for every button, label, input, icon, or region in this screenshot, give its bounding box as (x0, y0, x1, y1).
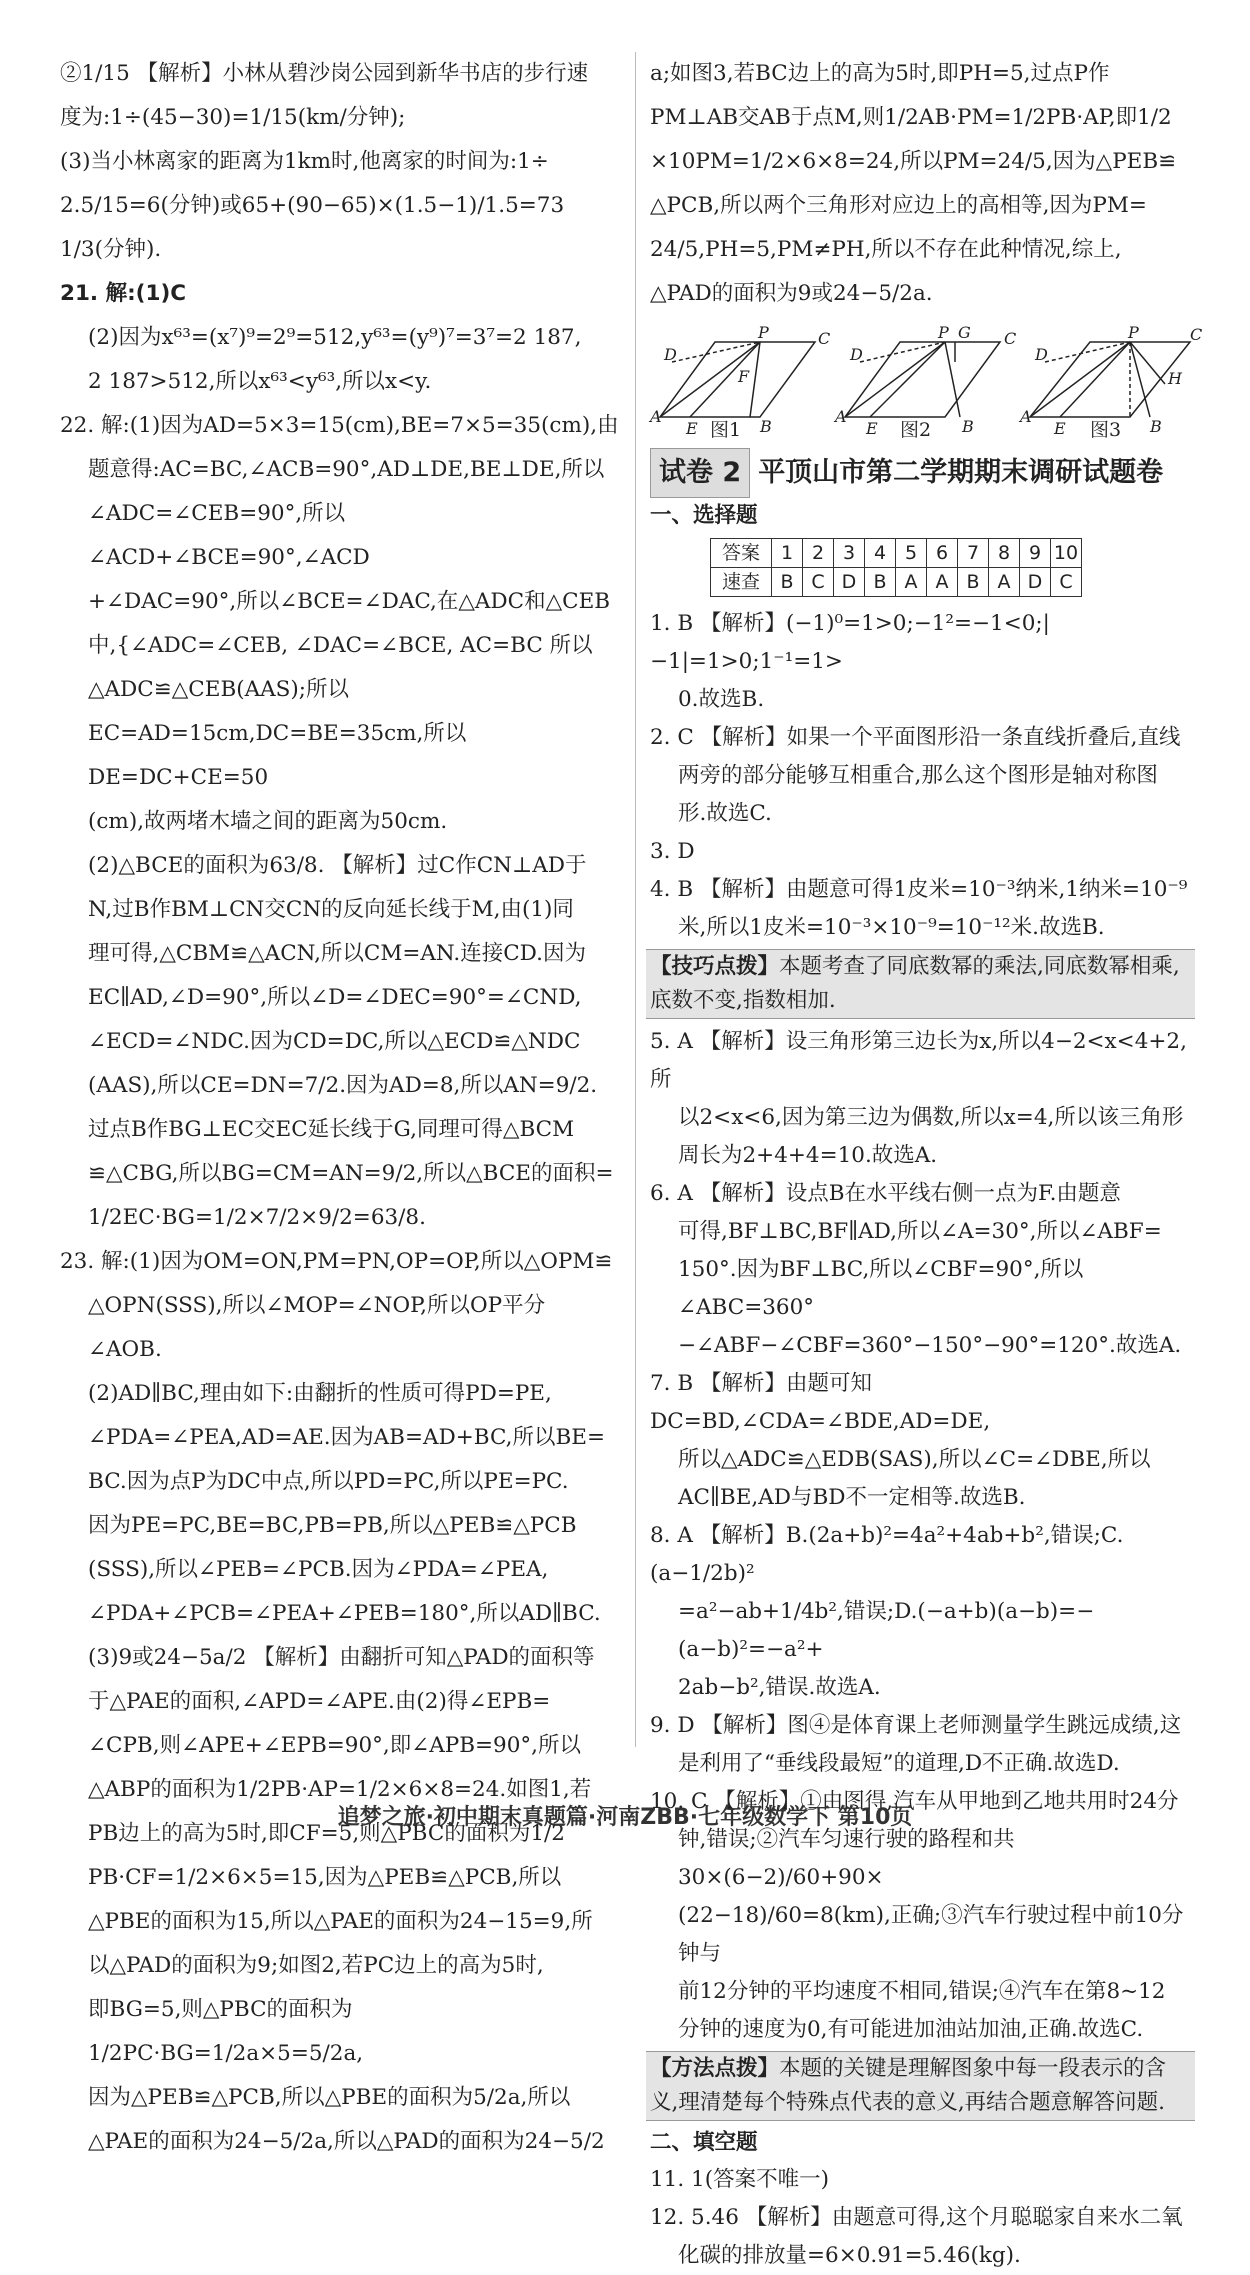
text-line: 1/2EC·BG=1/2×7/2×9/2=63/8. (88, 1205, 426, 1230)
text-line: PM⊥AB交AB于点M,则1/2AB·PM=1/2PB·AP,即1/2 (650, 105, 1172, 130)
text-line: 过点B作BG⊥EC交EC延长线于G,同理可得△BCM (88, 1117, 575, 1142)
text-line: 度为:1÷(45−30)=1/15(km/分钟); (60, 105, 406, 130)
column-divider (635, 52, 636, 1747)
text-line: 因为PE=PC,BE=BC,PB=PB,所以△PEB≌△PCB (88, 1513, 577, 1538)
answer-letter: A (896, 568, 927, 597)
text-line: PB·CF=1/2×6×5=15,因为△PEB≌△PCB,所以 (88, 1865, 562, 1890)
text-line: 分钟的速度为0,有可能进加油站加油,正确.故选C. (678, 2017, 1144, 2042)
text-line: EC=AD=15cm,DC=BE=35cm,所以DE=DC+CE=50 (88, 721, 467, 790)
answer-letter: C (803, 568, 834, 597)
text-line: (cm),故两堵木墙之间的距离为50cm. (88, 809, 448, 834)
text-line: 所以△ADC≌△EDB(SAS),所以∠C=∠DBE,所以 (678, 1447, 1151, 1472)
text-line: =a²−ab+1/4b²,错误;D.(−a+b)(a−b)=−(a−b)²=−a²+ (678, 1599, 1095, 1662)
figure-2 (845, 342, 1000, 417)
text-line: 2ab−b²,错误.故选A. (678, 1675, 881, 1700)
text-line: 2.5/15=6(分钟)或65+(90−65)×(1.5−1)/1.5=73 1/3(分钟). (60, 193, 565, 262)
svg-text:P: P (758, 323, 769, 342)
text-line: (22−18)/60=8(km),正确;③汽车行驶过程中前10分钟与 (678, 1903, 1184, 1966)
text-line: 以△PAD的面积为9;如图2,若PC边上的高为5时, (88, 1953, 544, 1978)
text-line: 钟,错误;②汽车匀速行驶的路程和共30×(6−2)/60+90× (678, 1827, 1015, 1890)
geometry-figures (650, 322, 1203, 442)
svg-text:G: G (958, 323, 971, 342)
answer-letter: C (1051, 568, 1082, 597)
svg-text:C: C (818, 329, 831, 348)
paper-title (650, 448, 1195, 498)
text-line: 8. A 【解析】B.(2a+b)²=4a²+4ab+b²,错误;C.(a−1/2b)² (650, 1523, 1124, 1586)
text-line: (2)△BCE的面积为63/8. 【解析】过C作CN⊥AD于 (88, 853, 587, 878)
answer-table-row-numbers (711, 539, 1082, 568)
svg-text:F: F (738, 367, 750, 386)
text-line: 150°.因为BF⊥BC,所以∠CBF=90°,所以∠ABC=360° (678, 1257, 1084, 1320)
answer-number: 8 (989, 539, 1020, 568)
text-line: PB边上的高为5时,即CF=5,则△PBC的面积为1/2 (88, 1821, 565, 1846)
text-line: 1. B 【解析】(−1)⁰=1>0;−1²=−1<0;|−1|=1>0;1⁻¹=1> (650, 611, 1050, 674)
answer-letter: D (834, 568, 865, 597)
svg-text:E: E (686, 419, 698, 438)
svg-text:P: P (938, 323, 949, 342)
solutions-block (650, 605, 1195, 2275)
text-line: 以2<x<6,因为第三边为偶数,所以x=4,所以该三角形 (678, 1105, 1184, 1130)
answer-number: 6 (927, 539, 958, 568)
text-line: (2)因为x⁶³=(x⁷)⁹=2⁹=512,y⁶³=(y⁹)⁷=3⁷=2 187, (88, 325, 582, 350)
text-line: a;如图3,若BC边上的高为5时,即PH=5,过点P作 (650, 61, 1110, 86)
text-line: ×10PM=1/2×6×8=24,所以PM=24/5,因为△PEB≌ (650, 149, 1177, 174)
svg-text:A: A (650, 407, 662, 426)
text-line: △PCB,所以两个三角形对应边上的高相等,因为PM= (650, 193, 1147, 218)
answer-number: 10 (1051, 539, 1082, 568)
answer-letter: A (989, 568, 1020, 597)
text-line: 前12分钟的平均速度不相同,错误;④汽车在第8~12 (678, 1979, 1166, 2004)
text-line: 3. D (650, 839, 695, 864)
svg-text:P: P (1128, 323, 1139, 342)
text-line: ∠AOB. (88, 1337, 162, 1362)
svg-text:B: B (1150, 417, 1162, 436)
answer-number: 4 (865, 539, 896, 568)
figure-1-caption: 图1 (710, 419, 742, 441)
svg-text:H: H (1168, 369, 1182, 388)
text-line: (2)AD∥BC,理由如下:由翻折的性质可得PD=PE, (88, 1381, 552, 1406)
text-line: 米,所以1皮米=10⁻³×10⁻⁹=10⁻¹²米.故选B. (678, 915, 1105, 940)
answer-table-head: 速查 (711, 568, 772, 597)
right-column (650, 52, 1203, 2275)
text-line: (SSS),所以∠PEB=∠PCB.因为∠PDA=∠PEA, (88, 1557, 549, 1582)
text-line: BC.因为点P为DC中点,所以PD=PC,所以PE=PC. (88, 1469, 569, 1494)
answer-number: 5 (896, 539, 927, 568)
answer-letter: A (927, 568, 958, 597)
answer-number: 9 (1020, 539, 1051, 568)
text-line: 题意得:AC=BC,∠ACB=90°,AD⊥DE,BE⊥DE,所以 (88, 457, 605, 482)
text-line: 形.故选C. (678, 801, 772, 826)
text-line: 6. A 【解析】设点B在水平线右侧一点为F.由题意 (650, 1181, 1121, 1206)
text-line: ≌△CBG,所以BG=CM=AN=9/2,所以△BCE的面积= (88, 1161, 614, 1186)
svg-text:B: B (962, 417, 974, 436)
text-line: △OPN(SSS),所以∠MOP=∠NOP,所以OP平分 (88, 1293, 546, 1318)
text-line: 理可得,△CBM≌△ACN,所以CM=AN.连接CD.因为 (88, 941, 586, 966)
text-line: 0.故选B. (678, 687, 765, 712)
text-line: −∠ABF−∠CBF=360°−150°−90°=120°.故选A. (678, 1333, 1182, 1358)
text-line: 10. C 【解析】①由图得,汽车从甲地到乙地共用时24分 (650, 1789, 1179, 1814)
text-line: ∠ADC=∠CEB=90°,所以∠ACD+∠BCE=90°,∠ACD (88, 501, 370, 570)
text-line: 4. B 【解析】由题意可得1皮米=10⁻³纳米,1纳米=10⁻⁹ (650, 877, 1188, 902)
tip-text: 本题考查了同底数幂的乘法,同底数幂相乘,底数不变,指数相加. (650, 954, 1180, 1013)
answer-table (710, 538, 1082, 597)
text-line: 中,{∠ADC=∠CEB, ∠DAC=∠BCE, AC=BC 所以△ADC≌△CEB(AAS);所以 (88, 633, 593, 702)
answer-table-row-answers (711, 568, 1082, 597)
text-line: 周长为2+4+4=10.故选A. (678, 1143, 938, 1168)
text-line: △ABP的面积为1/2PB·AP=1/2×6×8=24.如图1,若 (88, 1777, 592, 1802)
text-line: AC∥BE,AD与BD不一定相等.故选B. (678, 1485, 1026, 1510)
svg-text:A: A (835, 407, 847, 426)
svg-text:C: C (1190, 325, 1203, 344)
answer-number: 3 (834, 539, 865, 568)
text-line: 23. 解:(1)因为OM=ON,PM=PN,OP=OP,所以△OPM≌ (60, 1249, 613, 1274)
paper-title-text: 平顶山市第二学期期末调研试题卷 (758, 457, 1164, 488)
text-line: 7. B 【解析】由题可知DC=BD,∠CDA=∠BDE,AD=DE, (650, 1371, 991, 1434)
tip-tag: 【方法点拨】 (650, 2056, 780, 2081)
answer-number: 7 (958, 539, 989, 568)
text-line: (3)9或24−5a/2 【解析】由翻折可知△PAD的面积等 (88, 1645, 595, 1670)
text-line: 因为△PEB≌△PCB,所以△PBE的面积为5/2a,所以 (88, 2085, 571, 2110)
text-line: ②1/15 【解析】小林从碧沙岗公园到新华书店的步行速 (60, 61, 589, 86)
svg-text:E: E (1054, 419, 1066, 438)
answer-number: 2 (803, 539, 834, 568)
text-line: 于△PAE的面积,∠APD=∠APE.由(2)得∠EPB= (88, 1689, 551, 1714)
text-line: 21. 解:(1)C (60, 281, 187, 306)
answer-table-head: 答案 (711, 539, 772, 568)
text-line: △PAE的面积为24−5/2a,所以△PAD的面积为24−5/2 (88, 2129, 605, 2154)
figure-3 (1030, 342, 1190, 417)
answer-letter: D (1020, 568, 1051, 597)
text-line: ∠PDA=∠PEA,AD=AE.因为AB=AD+BC,所以BE= (88, 1425, 605, 1450)
figure-2-caption: 图2 (900, 419, 932, 441)
text-line: 是利用了“垂线段最短”的道理,D不正确.故选D. (678, 1751, 1120, 1776)
text-line: ∠PDA+∠PCB=∠PEA+∠PEB=180°,所以AD∥BC. (88, 1601, 601, 1626)
tip-box (646, 2051, 1195, 2121)
answer-number: 1 (772, 539, 803, 568)
tip-tag: 【技巧点拨】 (650, 954, 780, 979)
text-line: 12. 5.46 【解析】由题意可得,这个月聪聪家自来水二氧 (650, 2205, 1183, 2230)
section-heading: 二、填空题 (650, 2130, 758, 2155)
text-line: 9. D 【解析】图④是体育课上老师测量学生跳远成绩,这 (650, 1713, 1182, 1738)
paper-badge: 试卷 2 (650, 448, 750, 498)
page-footer: 追梦之旅·初中期末真题篇·河南ZBB·七年级数学下 第10页 (337, 1805, 913, 1830)
svg-text:D: D (1035, 345, 1048, 364)
text-line: ∠CPB,则∠APE+∠EPB=90°,即∠APB=90°,所以 (88, 1733, 581, 1758)
text-line: 24/5,PH=5,PM≠PH,所以不存在此种情况,综上, (650, 237, 1122, 262)
text-line: △PBE的面积为15,所以△PAE的面积为24−15=9,所 (88, 1909, 593, 1934)
text-line: +∠DAC=90°,所以∠BCE=∠DAC,在△ADC和△CEB (88, 589, 611, 614)
svg-text:D: D (850, 345, 863, 364)
text-line: 2. C 【解析】如果一个平面图形沿一条直线折叠后,直线 (650, 725, 1181, 750)
tip-text: 本题的关键是理解图象中每一段表示的含义,理清楚每个特殊点代表的意义,再结合题意解答问题. (650, 2056, 1167, 2115)
text-line: 两旁的部分能够互相重合,那么这个图形是轴对称图 (678, 763, 1158, 788)
text-line: ∠ECD=∠NDC.因为CD=DC,所以△ECD≌△NDC (88, 1029, 581, 1054)
svg-text:D: D (664, 345, 677, 364)
answer-letter: B (772, 568, 803, 597)
text-line: (3)当小林离家的距离为1km时,他离家的时间为:1÷ (60, 149, 549, 174)
svg-text:E: E (866, 419, 878, 438)
text-line: 即BG=5,则△PBC的面积为1/2PC·BG=1/2a×5=5/2a, (88, 1997, 364, 2066)
text-line: 5. A 【解析】设三角形第三边长为x,所以4−2<x<4+2,所 (650, 1029, 1187, 1092)
text-line: 11. 1(答案不唯一) (650, 2167, 829, 2192)
tip-box (646, 949, 1195, 1019)
text-line: 22. 解:(1)因为AD=5×3=15(cm),BE=7×5=35(cm),由 (60, 413, 619, 438)
text-line: N,过B作BM⊥CN交CN的反向延长线于M,由(1)同 (88, 897, 574, 922)
text-line: △PAD的面积为9或24−5/2a. (650, 281, 933, 306)
text-line: (AAS),所以CE=DN=7/2.因为AD=8,所以AN=9/2. (88, 1073, 598, 1098)
text-line: 可得,BF⊥BC,BF∥AD,所以∠A=30°,所以∠ABF= (678, 1219, 1162, 1244)
svg-text:B: B (760, 417, 772, 436)
answer-letter: B (958, 568, 989, 597)
left-column (60, 52, 620, 2164)
text-line: 2 187>512,所以x⁶³<y⁶³,所以x<y. (88, 369, 432, 394)
figure-3-caption: 图3 (1090, 419, 1122, 441)
text-line: 化碳的排放量=6×0.91=5.46(kg). (678, 2243, 1021, 2268)
svg-text:A: A (1020, 407, 1032, 426)
text-line: EC∥AD,∠D=90°,所以∠D=∠DEC=90°=∠CND, (88, 985, 582, 1010)
section-heading: 一、选择题 (650, 503, 758, 528)
svg-text:C: C (1004, 329, 1017, 348)
answer-letter: B (865, 568, 896, 597)
